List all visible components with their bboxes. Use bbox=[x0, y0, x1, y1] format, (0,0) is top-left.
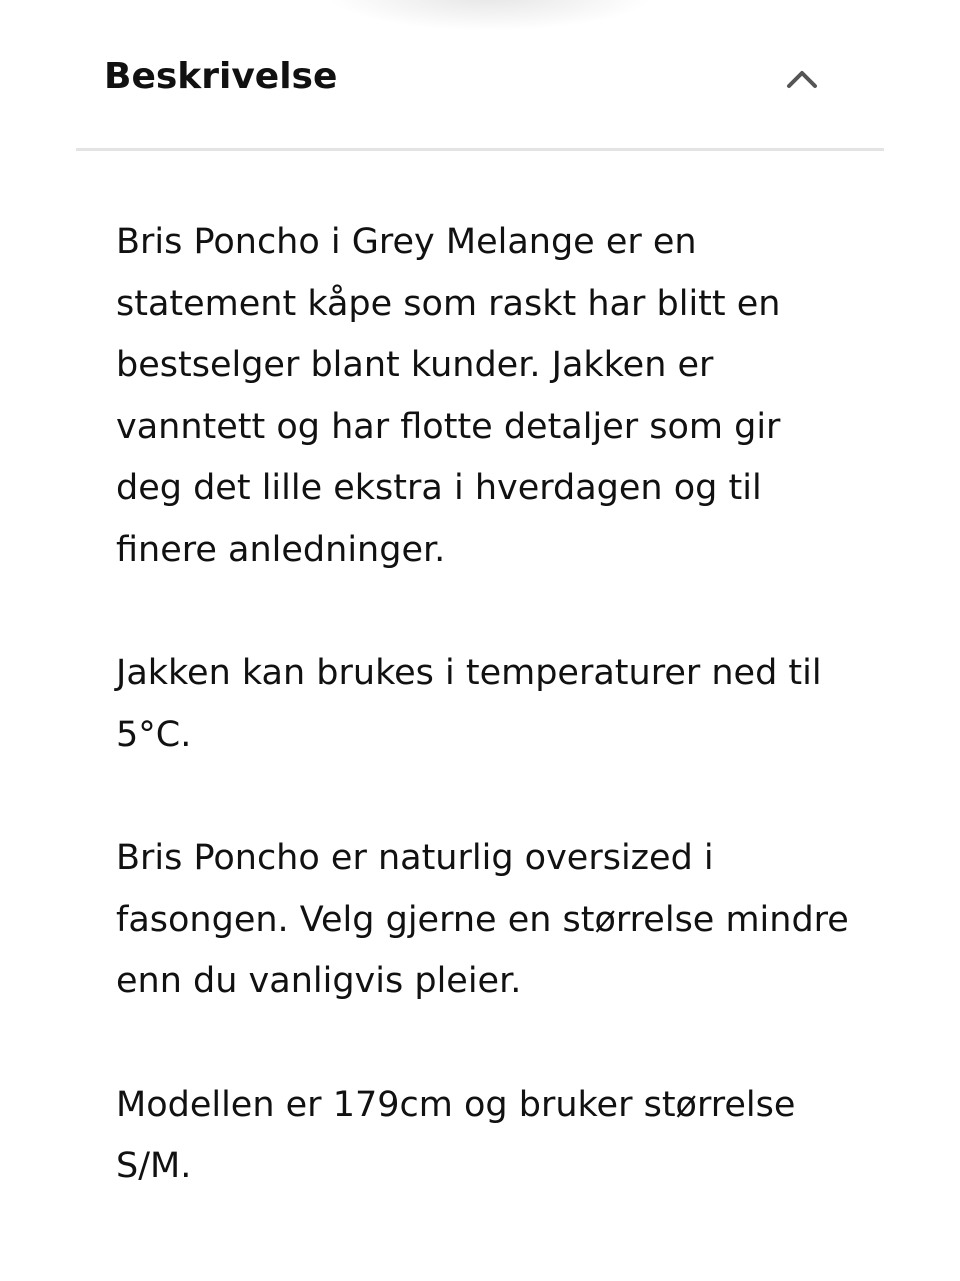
description-paragraph: Bris Poncho er naturlig oversized i fasongen. Velg gjerne en størrelse mindre enn du vanligvis pleier. bbox=[116, 838, 849, 1001]
description-paragraph: Jakken kan brukes i temperaturer ned til 5°C. bbox=[116, 653, 822, 755]
accordion-title: Beskrivelse bbox=[104, 56, 338, 97]
chevron-up-icon[interactable] bbox=[784, 62, 820, 98]
accordion-header[interactable] bbox=[76, 0, 884, 151]
description-accordion bbox=[76, 0, 884, 1186]
description-paragraph: Modellen er 179cm og bruker størrelse S/M. bbox=[116, 1084, 796, 1186]
description-paragraph: Bris Poncho i Grey Melange er en statement kåpe som raskt har blitt en bestselger blant kunder. Jakken er vanntett og har flotte detaljer som gir deg det lille ekstra i hverdagen og til finere anledninger. bbox=[116, 222, 781, 570]
accordion-body bbox=[116, 212, 856, 1260]
